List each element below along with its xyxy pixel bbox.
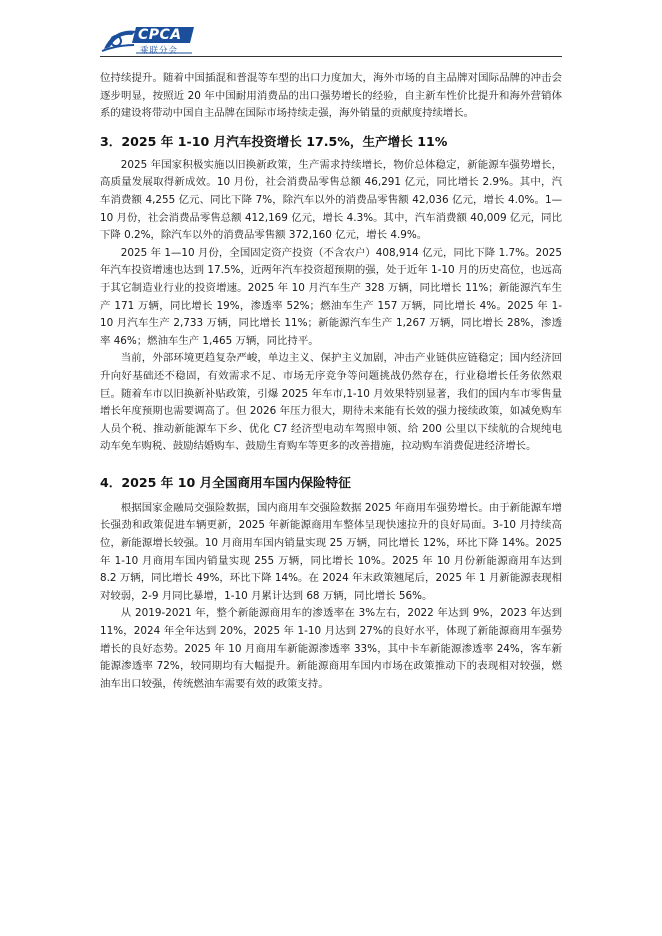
cpca-logo	[100, 25, 196, 55]
page-header	[100, 25, 562, 57]
document-body	[100, 70, 562, 693]
section-3-paragraph-3: 当前，外部环境更趋复杂严峻，单边主义、保护主义加剧，冲击产业链供应链稳定；国内经济回升向好基础还不稳固，有效需求不足、市场无序竞争等问题挑战仍然存在，行业稳增长任务依然艰巨。随着车市以旧换新补贴政策，引爆 2025 年车市,1-10 月效果特别显著，我们的国内车市零售量增长年度预期也需要调高了。但 2026 年压力很大，期待未来能有长效的强力接续政策，如减免购车人员个税、推动新能源车下乡、优化 C7 经济型电动车驾照申领、给 200 公里以下续航的合规纯电动车免车购税、鼓励结婚购车、鼓励生育购车等更多的改善措施，拉动购车消费促进经济增长。	[100, 352, 562, 453]
section-4-paragraph-2: 从 2019-2021 年，整个新能源商用车的渗透率在 3%左右，2022 年达到 9%，2023 年达到 11%，2024 年全年达到 20%，2025 年 1-10 月达到 27%的良好水平，体现了新能源商用车强势增长的良好态势。2025 年 10 月商用车新能源渗透率 33%，其中卡车新能源渗透率 24%，客车新能源渗透率 72%，较同期均有大幅提升。新能源商用车国内市场在政策推动下的表现相对较强，燃油车出口较强，传统燃油车需要有效的政策支持。	[100, 607, 562, 690]
section-3-paragraph-2: 2025 年 1—10 月份，全国固定资产投资（不含农户）408,914 亿元，同比下降 1.7%。2025 年汽车投资增速也达到 17.5%，近两年汽车投资超预期的强，处于近年 1-10 月的历史高位，也远高于其它制造业行业的投资增速。2025 年 10 月汽车生产 328 万辆，同比增长 11%；新能源汽车生产 171 万辆，同比增长 19%，渗透率 52%；燃油车生产 157 万辆，同比增长 4%。2025 年 1-10 月汽车生产 2,733 万辆，同比增长 11%；新能源汽车生产 1,267 万辆，同比增长 28%，渗透率 46%；燃油车生产 1,465 万辆，同比持平。	[100, 246, 562, 347]
section-3-heading: 3．2025 年 1-10 月汽车投资增长 17.5%，生产增长 11%	[100, 133, 448, 149]
logo-subtitle: 乘联分会	[140, 46, 179, 56]
intro-paragraph: 位持续提升。随着中国插混和普混等车型的出口力度加大，海外市场的自主品牌对国际品牌的冲击会逐步明显，按照近 20 年中国耐用消费品的出口强势增长的经验，自主新车性价比提升和海外营销体系的建设将带动中国自主品牌在国际市场持续走强，海外销量的贡献度持续增长。	[100, 72, 562, 120]
section-3-paragraph-1: 2025 年国家积极实施以旧换新政策，生产需求持续增长，物价总体稳定，新能源车强势增长，高质量发展取得新成效。10 月份，社会消费品零售总额 46,291 亿元，同比增长 2.9%。其中，汽车消费额 4,255 亿元、同比下降 7%，除汽车以外的消费品零售额 42,036 亿元，增长 4.0%。1—10 月份，社会消费品零售总额 412,169 亿元，增长 4.3%。其中，汽车消费额 40,009 亿元，同比下降 0.2%，除汽车以外的消费品零售额 372,160 亿元，增长 4.9%。	[100, 158, 562, 242]
logo-text: CPCA	[138, 27, 182, 43]
section-4-heading: 4．2025 年 10 月全国商用车国内保险特征	[100, 474, 351, 490]
header-divider	[100, 56, 562, 57]
section-4-paragraph-1: 根据国家金融局交强险数据，国内商用车交强险数据 2025 年商用车强势增长。由于新能源车增长强劲和政策促进车辆更新，2025 年新能源商用车整体呈现快速拉升的良好局面。3-10 月持续高位，新能源增长较强。10 月商用车国内销量实现 25 万辆，同比增长 12%，环比下降 14%。2025 年 1-10 月商用车国内销量实现 255 万辆，同比增长 10%。2025 年 10 月份新能源商用车达到 8.2 万辆，同比增长 49%，环比下降 14%。在 2024 年末政策翘尾后，2025 年 1 月新能源表现相对较弱，2-9 月同比暴增，1-10 月累计达到 68 万辆，同比增长 56%。	[100, 501, 562, 602]
